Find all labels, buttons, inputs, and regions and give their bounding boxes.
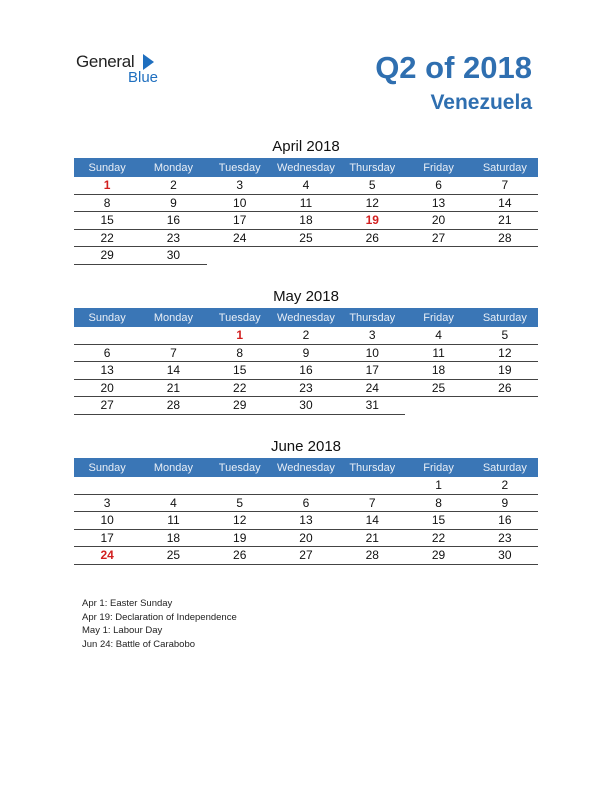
day-cell: 12 bbox=[339, 194, 405, 212]
day-cell: 4 bbox=[140, 494, 206, 512]
week-row bbox=[74, 512, 538, 530]
holiday-entry: Jun 24: Battle of Carabobo bbox=[82, 638, 196, 650]
holiday-entry: May 1: Labour Day bbox=[82, 625, 163, 636]
holiday-entry: Apr 1: Easter Sunday bbox=[82, 598, 173, 609]
empty-day-cell bbox=[273, 247, 339, 265]
week-row bbox=[74, 212, 538, 230]
weekday-header: Monday bbox=[140, 458, 206, 477]
day-cell: 19 bbox=[472, 362, 538, 380]
day-cell: 17 bbox=[74, 529, 140, 547]
empty-day-cell bbox=[207, 477, 273, 494]
day-cell: 4 bbox=[273, 177, 339, 194]
weekday-header: Wednesday bbox=[273, 458, 339, 477]
week-row bbox=[74, 247, 538, 265]
day-cell: 22 bbox=[405, 529, 471, 547]
weekday-header: Friday bbox=[405, 458, 471, 477]
day-cell: 30 bbox=[273, 397, 339, 415]
day-cell: 13 bbox=[74, 362, 140, 380]
day-cell: 22 bbox=[207, 379, 273, 397]
day-cell: 23 bbox=[273, 379, 339, 397]
month-calendar bbox=[74, 436, 538, 565]
day-cell: 31 bbox=[339, 397, 405, 415]
day-cell: 24 bbox=[207, 229, 273, 247]
day-cell: 21 bbox=[472, 212, 538, 230]
day-cell: 14 bbox=[472, 194, 538, 212]
day-cell: 6 bbox=[405, 177, 471, 194]
weekday-header: Saturday bbox=[472, 308, 538, 327]
empty-day-cell bbox=[140, 477, 206, 494]
empty-day-cell bbox=[472, 247, 538, 265]
weekday-header: Tuesday bbox=[207, 158, 273, 177]
logo-general-text: General bbox=[76, 52, 135, 71]
day-cell: 10 bbox=[74, 512, 140, 530]
day-cell: 21 bbox=[140, 379, 206, 397]
day-cell: 8 bbox=[207, 344, 273, 362]
day-cell: 27 bbox=[273, 547, 339, 565]
week-row bbox=[74, 494, 538, 512]
day-cell: 12 bbox=[207, 512, 273, 530]
weekday-header: Saturday bbox=[472, 458, 538, 477]
empty-day-cell bbox=[405, 397, 471, 415]
week-row bbox=[74, 194, 538, 212]
empty-day-cell bbox=[273, 477, 339, 494]
weekday-header: Tuesday bbox=[207, 458, 273, 477]
day-cell: 16 bbox=[273, 362, 339, 380]
empty-day-cell bbox=[339, 247, 405, 265]
day-cell: 22 bbox=[74, 229, 140, 247]
day-cell: 9 bbox=[140, 194, 206, 212]
page-title: Q2 of 2018 bbox=[375, 50, 532, 85]
day-cell: 1 bbox=[405, 477, 471, 494]
day-cell: 7 bbox=[339, 494, 405, 512]
day-cell: 20 bbox=[74, 379, 140, 397]
empty-day-cell bbox=[207, 247, 273, 265]
day-cell: 29 bbox=[74, 247, 140, 265]
day-cell: 26 bbox=[472, 379, 538, 397]
day-cell: 8 bbox=[405, 494, 471, 512]
week-row bbox=[74, 177, 538, 194]
empty-day-cell bbox=[140, 327, 206, 344]
day-cell: 20 bbox=[405, 212, 471, 230]
week-row bbox=[74, 229, 538, 247]
day-cell: 5 bbox=[339, 177, 405, 194]
day-cell: 7 bbox=[140, 344, 206, 362]
day-cell: 15 bbox=[207, 362, 273, 380]
day-cell: 18 bbox=[140, 529, 206, 547]
country-name: Venezuela bbox=[430, 91, 532, 114]
day-cell: 6 bbox=[273, 494, 339, 512]
calendar-grid bbox=[74, 158, 538, 265]
day-cell: 21 bbox=[339, 529, 405, 547]
weekday-header: Monday bbox=[140, 308, 206, 327]
day-cell: 23 bbox=[140, 229, 206, 247]
week-row bbox=[74, 529, 538, 547]
day-cell: 29 bbox=[207, 397, 273, 415]
day-cell: 12 bbox=[472, 344, 538, 362]
day-cell: 23 bbox=[472, 529, 538, 547]
day-cell: 25 bbox=[273, 229, 339, 247]
day-cell: 3 bbox=[74, 494, 140, 512]
day-cell: 27 bbox=[405, 229, 471, 247]
generalblue-logo bbox=[76, 52, 176, 92]
day-cell: 19 bbox=[339, 212, 405, 230]
day-cell: 29 bbox=[405, 547, 471, 565]
day-cell: 28 bbox=[472, 229, 538, 247]
day-cell: 15 bbox=[405, 512, 471, 530]
day-cell: 16 bbox=[472, 512, 538, 530]
day-cell: 24 bbox=[339, 379, 405, 397]
weekday-header: Wednesday bbox=[273, 308, 339, 327]
month-title: April 2018 bbox=[272, 138, 340, 155]
day-cell: 17 bbox=[339, 362, 405, 380]
weekday-header: Sunday bbox=[74, 158, 140, 177]
week-row bbox=[74, 477, 538, 494]
day-cell: 30 bbox=[472, 547, 538, 565]
weekday-header: Thursday bbox=[339, 158, 405, 177]
day-cell: 28 bbox=[140, 397, 206, 415]
week-row bbox=[74, 362, 538, 380]
empty-day-cell bbox=[405, 247, 471, 265]
day-cell: 26 bbox=[339, 229, 405, 247]
day-cell: 1 bbox=[74, 177, 140, 194]
weekday-header: Friday bbox=[405, 308, 471, 327]
weekday-header: Friday bbox=[405, 158, 471, 177]
weekday-header-row bbox=[74, 458, 538, 477]
day-cell: 19 bbox=[207, 529, 273, 547]
day-cell: 18 bbox=[273, 212, 339, 230]
day-cell: 11 bbox=[273, 194, 339, 212]
day-cell: 28 bbox=[339, 547, 405, 565]
day-cell: 11 bbox=[140, 512, 206, 530]
empty-day-cell bbox=[74, 477, 140, 494]
weekday-header: Thursday bbox=[339, 308, 405, 327]
weekday-header-row bbox=[74, 158, 538, 177]
day-cell: 8 bbox=[74, 194, 140, 212]
month-calendar bbox=[74, 286, 538, 415]
day-cell: 1 bbox=[207, 327, 273, 344]
day-cell: 11 bbox=[405, 344, 471, 362]
weekday-header: Saturday bbox=[472, 158, 538, 177]
day-cell: 6 bbox=[74, 344, 140, 362]
week-row bbox=[74, 547, 538, 565]
day-cell: 2 bbox=[472, 477, 538, 494]
day-cell: 13 bbox=[405, 194, 471, 212]
day-cell: 24 bbox=[74, 547, 140, 565]
day-cell: 2 bbox=[273, 327, 339, 344]
weekday-header: Thursday bbox=[339, 458, 405, 477]
empty-day-cell bbox=[472, 397, 538, 415]
holiday-list bbox=[82, 597, 237, 651]
day-cell: 25 bbox=[140, 547, 206, 565]
week-row bbox=[74, 397, 538, 415]
day-cell: 16 bbox=[140, 212, 206, 230]
empty-day-cell bbox=[339, 477, 405, 494]
month-title: May 2018 bbox=[273, 288, 339, 305]
day-cell: 2 bbox=[140, 177, 206, 194]
weekday-header: Tuesday bbox=[207, 308, 273, 327]
day-cell: 3 bbox=[339, 327, 405, 344]
day-cell: 14 bbox=[140, 362, 206, 380]
day-cell: 17 bbox=[207, 212, 273, 230]
day-cell: 15 bbox=[74, 212, 140, 230]
day-cell: 20 bbox=[273, 529, 339, 547]
calendar-grid bbox=[74, 308, 538, 415]
day-cell: 26 bbox=[207, 547, 273, 565]
day-cell: 4 bbox=[405, 327, 471, 344]
week-row bbox=[74, 379, 538, 397]
day-cell: 5 bbox=[472, 327, 538, 344]
weekday-header: Monday bbox=[140, 158, 206, 177]
week-row bbox=[74, 327, 538, 344]
day-cell: 10 bbox=[339, 344, 405, 362]
day-cell: 5 bbox=[207, 494, 273, 512]
day-cell: 7 bbox=[472, 177, 538, 194]
day-cell: 9 bbox=[472, 494, 538, 512]
month-title: June 2018 bbox=[270, 438, 342, 455]
weekday-header: Wednesday bbox=[273, 158, 339, 177]
holiday-entry: Apr 19: Declaration of Independence bbox=[82, 611, 237, 623]
day-cell: 10 bbox=[207, 194, 273, 212]
day-cell: 13 bbox=[273, 512, 339, 530]
day-cell: 14 bbox=[339, 512, 405, 530]
weekday-header-row bbox=[74, 308, 538, 327]
empty-day-cell bbox=[74, 327, 140, 344]
logo-triangle-icon bbox=[143, 54, 154, 70]
day-cell: 9 bbox=[273, 344, 339, 362]
weekday-header: Sunday bbox=[74, 308, 140, 327]
day-cell: 3 bbox=[207, 177, 273, 194]
day-cell: 27 bbox=[74, 397, 140, 415]
weekday-header: Sunday bbox=[74, 458, 140, 477]
logo-blue-text: Blue bbox=[128, 69, 159, 86]
month-calendar bbox=[74, 136, 538, 265]
day-cell: 25 bbox=[405, 379, 471, 397]
week-row bbox=[74, 344, 538, 362]
day-cell: 18 bbox=[405, 362, 471, 380]
day-cell: 30 bbox=[140, 247, 206, 265]
calendar-grid bbox=[74, 458, 538, 565]
